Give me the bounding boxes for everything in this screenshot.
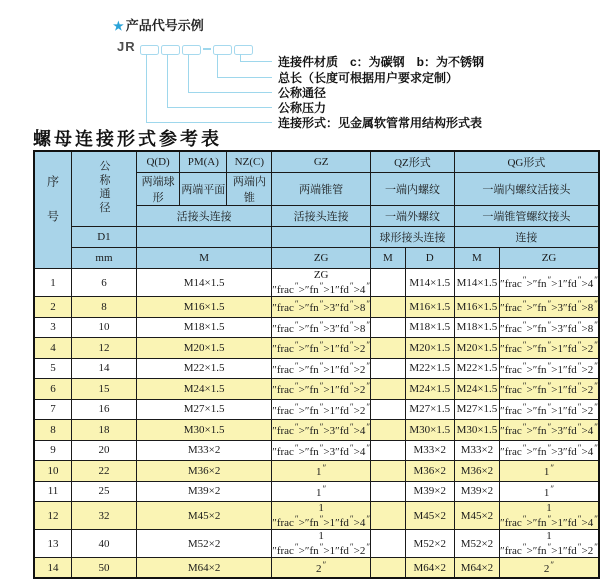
header-cell: M — [371, 248, 406, 269]
table-row — [34, 269, 599, 297]
header-cell: M — [136, 248, 271, 269]
cell-dn-mm: 20 — [71, 440, 136, 461]
cell-m: M24×1.5 — [136, 379, 271, 400]
header-cell: 一端外螺纹 — [371, 206, 455, 227]
cell-qz-d: M20×1.5 — [405, 338, 454, 359]
cell-m: M39×2 — [136, 481, 271, 502]
connector-line — [188, 54, 189, 93]
reference-table — [33, 150, 600, 579]
cell-gz-zg: ″frac″>″fn″>1″fd″>2″ — [272, 358, 371, 379]
cell-gz-zg: 1 ″frac″>″fn″>1″fd″>4″ — [272, 502, 371, 529]
cell-qz-d: M18×1.5 — [405, 317, 454, 338]
cell-seq: 14 — [34, 558, 71, 579]
cell-qz-m — [371, 530, 406, 558]
cell-qg-zg: 1 ″frac″>″fn″>1″fd″>2″ — [500, 530, 598, 557]
cell-m: M27×1.5 — [136, 399, 271, 420]
connector-line — [146, 122, 272, 123]
header-cell: 两端球形 — [136, 173, 179, 206]
cell-qg-zg: 2″ — [500, 558, 599, 579]
cell-qz-d: M30×1.5 — [405, 420, 454, 441]
cell-qg-zg: ″frac″>″fn″>1″fd″>2″ — [500, 379, 599, 400]
cell-gz-zg: ″frac″>″fn″>1″fd″>2″ — [272, 338, 371, 359]
header-cell: PM(A) — [180, 151, 227, 173]
cell-gz-zg: ″frac″>″fn″>1″fd″>2″ — [272, 399, 371, 420]
header-cell: 一端内螺纹 — [371, 173, 455, 206]
cell-m: M36×2 — [136, 461, 271, 482]
header-cell: 一端锥管螺纹接头 — [454, 206, 599, 227]
cell-seq: 9 — [34, 440, 71, 461]
cell-seq: 3 — [34, 317, 71, 338]
cell-qz-m — [371, 358, 406, 379]
cell-qg-m: M22×1.5 — [454, 358, 499, 379]
cell-m: M14×1.5 — [136, 269, 271, 297]
cell-dn-mm: 10 — [71, 317, 136, 338]
table-row — [34, 558, 599, 579]
table-header — [34, 151, 599, 269]
connector-line — [167, 107, 272, 108]
cell-qg-m: M24×1.5 — [454, 379, 499, 400]
header-cell: 序号 — [34, 151, 71, 269]
header-cell: M — [454, 248, 499, 269]
cell-qz-d: M52×2 — [405, 530, 454, 558]
code-box-3 — [182, 45, 201, 55]
cell-qg-zg: 1″ — [500, 481, 599, 502]
table-row — [34, 399, 599, 420]
table-row — [34, 481, 599, 502]
cell-m: M45×2 — [136, 502, 271, 530]
code-box-5 — [234, 45, 253, 55]
cell-qz-m — [371, 338, 406, 359]
cell-dn-mm: 16 — [71, 399, 136, 420]
cell-m: M22×1.5 — [136, 358, 271, 379]
header-cell: QZ形式 — [371, 151, 455, 173]
cell-seq: 5 — [34, 358, 71, 379]
header-cell — [272, 227, 371, 248]
code-box-4 — [213, 45, 232, 55]
cell-qz-d: M36×2 — [405, 461, 454, 482]
table-row — [34, 379, 599, 400]
header-cell: D — [405, 248, 454, 269]
cell-m: M20×1.5 — [136, 338, 271, 359]
code-box-2 — [161, 45, 180, 55]
cell-gz-zg: ZG ″frac″>″fn″>1″fd″>4″ — [272, 269, 371, 296]
cell-gz-zg: ″frac″>″fn″>3″fd″>4″ — [272, 440, 371, 461]
cell-qz-d: M14×1.5 — [405, 269, 454, 297]
cell-qg-m: M20×1.5 — [454, 338, 499, 359]
cell-gz-zg: ″frac″>″fn″>1″fd″>2″ — [272, 379, 371, 400]
header-cell: GZ — [272, 151, 371, 173]
code-box-1 — [140, 45, 159, 55]
cell-gz-zg: 1 ″frac″>″fn″>1″fd″>2″ — [272, 530, 371, 557]
code-dash — [203, 48, 211, 50]
cell-qg-m: M18×1.5 — [454, 317, 499, 338]
cell-seq: 13 — [34, 530, 71, 558]
table-row — [34, 297, 599, 318]
connector-line — [240, 61, 272, 62]
cell-dn-mm: 12 — [71, 338, 136, 359]
cell-qz-m — [371, 269, 406, 297]
header-cell: NZ(C) — [227, 151, 272, 173]
header-cell: 活接头连接 — [272, 206, 371, 227]
table-row — [34, 420, 599, 441]
cell-qg-zg: ″frac″>″fn″>1″fd″>2″ — [500, 338, 599, 359]
header-cell: 两端内锥 — [227, 173, 272, 206]
cell-seq: 7 — [34, 399, 71, 420]
cell-qg-zg: 1 ″frac″>″fn″>1″fd″>4″ — [500, 502, 598, 529]
cell-gz-zg: 1″ — [272, 481, 371, 502]
cell-qz-d: M16×1.5 — [405, 297, 454, 318]
cell-qz-m — [371, 399, 406, 420]
cell-dn-mm: 18 — [71, 420, 136, 441]
cell-qz-d: M24×1.5 — [405, 379, 454, 400]
cell-dn-mm: 14 — [71, 358, 136, 379]
cell-qg-zg: ″frac″>″fn″>1″fd″>2″ — [500, 399, 599, 420]
connector-line — [217, 77, 272, 78]
label-total-length: 总长（长度可根据用户要求定制） — [278, 71, 459, 85]
table-body — [34, 269, 599, 579]
cell-gz-zg: ″frac″>″fn″>3″fd″>8″ — [272, 297, 371, 318]
table-row — [34, 317, 599, 338]
cell-dn-mm: 40 — [71, 530, 136, 558]
table-row — [34, 440, 599, 461]
header-cell: mm — [71, 248, 136, 269]
cell-seq: 11 — [34, 481, 71, 502]
table-row — [34, 461, 599, 482]
connector-line — [217, 54, 218, 78]
header-cell: ZG — [272, 248, 371, 269]
cell-qg-zg: ″frac″>″fn″>3″fd″>8″ — [500, 297, 599, 318]
header-cell: 公称通径 — [71, 151, 136, 227]
cell-qg-m: M64×2 — [454, 558, 499, 579]
cell-gz-zg: 2″ — [272, 558, 371, 579]
cell-gz-zg: ″frac″>″fn″>3″fd″>4″ — [272, 420, 371, 441]
cell-dn-mm: 32 — [71, 502, 136, 530]
header-cell: ZG — [500, 248, 599, 269]
cell-qg-m: M27×1.5 — [454, 399, 499, 420]
cell-qz-d: M45×2 — [405, 502, 454, 530]
cell-qg-m: M14×1.5 — [454, 269, 499, 297]
table-row — [34, 502, 599, 530]
cell-qz-m — [371, 481, 406, 502]
table-row — [34, 338, 599, 359]
header-cell: Q(D) — [136, 151, 179, 173]
cell-m: M30×1.5 — [136, 420, 271, 441]
cell-qg-zg: ″frac″>″fn″>3″fd″>4″ — [500, 420, 599, 441]
table-row — [34, 358, 599, 379]
cell-qz-d: M22×1.5 — [405, 358, 454, 379]
header-cell: 两端锥管 — [272, 173, 371, 206]
cell-m: M18×1.5 — [136, 317, 271, 338]
cell-qz-m — [371, 558, 406, 579]
header-cell: 两端平面 — [180, 173, 227, 206]
table-title: 螺母连接形式参考表 — [33, 129, 222, 149]
cell-qg-zg: ″frac″>″fn″>3″fd″>4″ — [500, 440, 599, 461]
product-code-prefix: JR — [117, 39, 136, 54]
cell-qz-m — [371, 502, 406, 530]
cell-qg-m: M52×2 — [454, 530, 499, 558]
cell-seq: 4 — [34, 338, 71, 359]
header-cell: QG形式 — [454, 151, 599, 173]
header-cell: 一端内螺纹活接头 — [454, 173, 599, 206]
cell-dn-mm: 22 — [71, 461, 136, 482]
cell-qz-d: M39×2 — [405, 481, 454, 502]
cell-qz-m — [371, 440, 406, 461]
cell-seq: 12 — [34, 502, 71, 530]
cell-seq: 1 — [34, 269, 71, 297]
product-code-heading — [113, 15, 204, 34]
connector-line — [188, 92, 272, 93]
cell-dn-mm: 25 — [71, 481, 136, 502]
cell-seq: 2 — [34, 297, 71, 318]
cell-seq: 10 — [34, 461, 71, 482]
header-cell: 球形接头连接 — [371, 227, 455, 248]
cell-qz-d: M27×1.5 — [405, 399, 454, 420]
cell-qz-d: M64×2 — [405, 558, 454, 579]
table-row — [34, 530, 599, 558]
header-cell: D1 — [71, 227, 136, 248]
cell-seq: 8 — [34, 420, 71, 441]
cell-dn-mm: 8 — [71, 297, 136, 318]
cell-seq: 6 — [34, 379, 71, 400]
cell-m: M33×2 — [136, 440, 271, 461]
cell-qg-m: M45×2 — [454, 502, 499, 530]
cell-dn-mm: 50 — [71, 558, 136, 579]
cell-gz-zg: ″frac″>″fn″>3″fd″>8″ — [272, 317, 371, 338]
cell-qz-m — [371, 461, 406, 482]
label-nominal-pressure: 公称压力 — [278, 101, 327, 115]
cell-qg-zg: ″frac″>″fn″>1″fd″>4″ — [500, 269, 599, 297]
cell-qz-m — [371, 317, 406, 338]
product-code-heading-text: 产品代号示例 — [125, 18, 204, 33]
connector-line — [167, 54, 168, 108]
connector-line — [146, 54, 147, 123]
cell-qg-zg: ″frac″>″fn″>1″fd″>2″ — [500, 358, 599, 379]
header-cell: 活接头连接 — [136, 206, 271, 227]
cell-qg-m: M36×2 — [454, 461, 499, 482]
cell-qz-m — [371, 420, 406, 441]
cell-dn-mm: 15 — [71, 379, 136, 400]
cell-dn-mm: 6 — [71, 269, 136, 297]
cell-qz-m — [371, 379, 406, 400]
label-nominal-diameter: 公称通径 — [278, 86, 327, 100]
cell-qg-m: M33×2 — [454, 440, 499, 461]
cell-m: M16×1.5 — [136, 297, 271, 318]
label-connection-form: 连接形式：见金属软管常用结构形式表 — [278, 116, 483, 130]
cell-gz-zg: 1″ — [272, 461, 371, 482]
star-icon: ★ — [113, 19, 124, 33]
cell-qz-d: M33×2 — [405, 440, 454, 461]
cell-qz-m — [371, 297, 406, 318]
label-connector-material: 连接件材质 c：为碳钢 b：为不锈钢 — [278, 55, 485, 69]
cell-m: M64×2 — [136, 558, 271, 579]
header-cell: 连接 — [454, 227, 599, 248]
header-cell — [136, 227, 271, 248]
cell-qg-zg: 1″ — [500, 461, 599, 482]
cell-qg-m: M16×1.5 — [454, 297, 499, 318]
cell-m: M52×2 — [136, 530, 271, 558]
cell-qg-m: M30×1.5 — [454, 420, 499, 441]
cell-qg-m: M39×2 — [454, 481, 499, 502]
cell-qg-zg: ″frac″>″fn″>3″fd″>8″ — [500, 317, 599, 338]
